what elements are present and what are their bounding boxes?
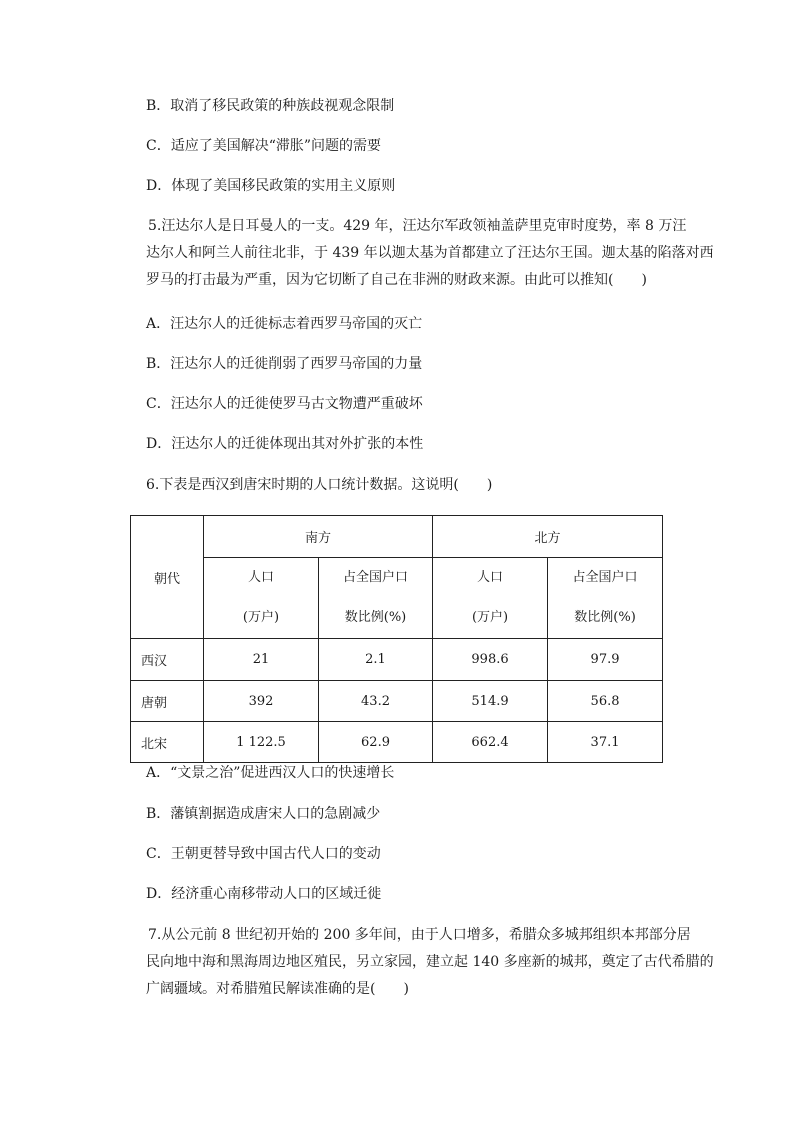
q4-option-b: B．取消了移民政策的种族歧视观念限制	[146, 98, 395, 114]
cell-dynasty: 北宋	[131, 722, 204, 763]
header-south-ratio: 占全国户口 数比例(%)	[319, 558, 433, 639]
cell-north-population: 662.4	[433, 722, 548, 763]
q6-option-c: C．王朝更替导致中国古代人口的变动	[146, 846, 381, 862]
cell-north-population: 998.6	[433, 639, 548, 681]
population-table	[130, 515, 663, 763]
cell-south-population: 1 122.5	[204, 722, 319, 763]
q6-option-b: B．藩镇割据造成唐宋人口的急剧减少	[146, 806, 381, 822]
cell-north-ratio: 56.8	[548, 681, 663, 722]
cell-south-population: 392	[204, 681, 319, 722]
q6-option-a: A．“文景之治”促进西汉人口的快速增长	[146, 765, 395, 781]
cell-south-ratio: 43.2	[319, 681, 433, 722]
q5-option-b: B．汪达尔人的迁徙削弱了西罗马帝国的力量	[146, 356, 423, 372]
cell-south-ratio: 2.1	[319, 639, 433, 681]
cell-north-population: 514.9	[433, 681, 548, 722]
q6-stem: 6.下表是西汉到唐宋时期的人口统计数据。这说明( )	[146, 477, 493, 493]
cell-south-ratio: 62.9	[319, 722, 433, 763]
cell-dynasty: 唐朝	[131, 681, 204, 722]
header-south: 南方	[204, 516, 433, 558]
header-north: 北方	[433, 516, 663, 558]
q6-option-d: D．经济重心南移带动人口的区域迁徙	[146, 886, 382, 902]
q5-option-d: D．汪达尔人的迁徙体现出其对外扩张的本性	[146, 436, 424, 452]
header-north-ratio: 占全国户口 数比例(%)	[548, 558, 663, 639]
q5-stem-line-2: 达尔人和阿兰人前往北非，于 439 年以迦太基为首都建立了汪达尔王国。迦太基的陷落对西	[146, 245, 714, 261]
cell-north-ratio: 97.9	[548, 639, 663, 681]
q5-option-a: A．汪达尔人的迁徙标志着西罗马帝国的灭亡	[146, 316, 423, 332]
q5-option-c: C．汪达尔人的迁徙使罗马古文物遭严重破坏	[146, 396, 423, 412]
q7-stem-line-2: 民向地中海和黑海周边地区殖民，另立家园，建立起 140 多座新的城邦，奠定了古代希腊的	[146, 954, 714, 970]
q4-option-c: C．适应了美国解决“滞胀”问题的需要	[146, 138, 382, 154]
q7-stem-line-3: 广阔疆域。对希腊殖民解读准确的是( )	[146, 981, 409, 997]
q5-stem-line-3: 罗马的打击最为严重，因为它切断了自己在非洲的财政来源。由此可以推知( )	[146, 272, 647, 288]
header-north-population: 人口 (万户)	[433, 558, 548, 639]
q4-option-d: D．体现了美国移民政策的实用主义原则	[146, 178, 396, 194]
cell-south-population: 21	[204, 639, 319, 681]
cell-north-ratio: 37.1	[548, 722, 663, 763]
cell-dynasty: 西汉	[131, 639, 204, 681]
table-row	[131, 722, 663, 763]
header-south-population: 人口 (万户)	[204, 558, 319, 639]
q5-stem-line-1: 5.汪达尔人是日耳曼人的一支。429 年，汪达尔军政领袖盖萨里克审时度势，率 8 万汪	[148, 218, 687, 234]
table-row	[131, 681, 663, 722]
header-dynasty: 朝代	[131, 516, 204, 639]
table-row	[131, 639, 663, 681]
q7-stem-line-1: 7.从公元前 8 世纪初开始的 200 多年间，由于人口增多，希腊众多城邦组织本邦部分居	[148, 927, 691, 943]
